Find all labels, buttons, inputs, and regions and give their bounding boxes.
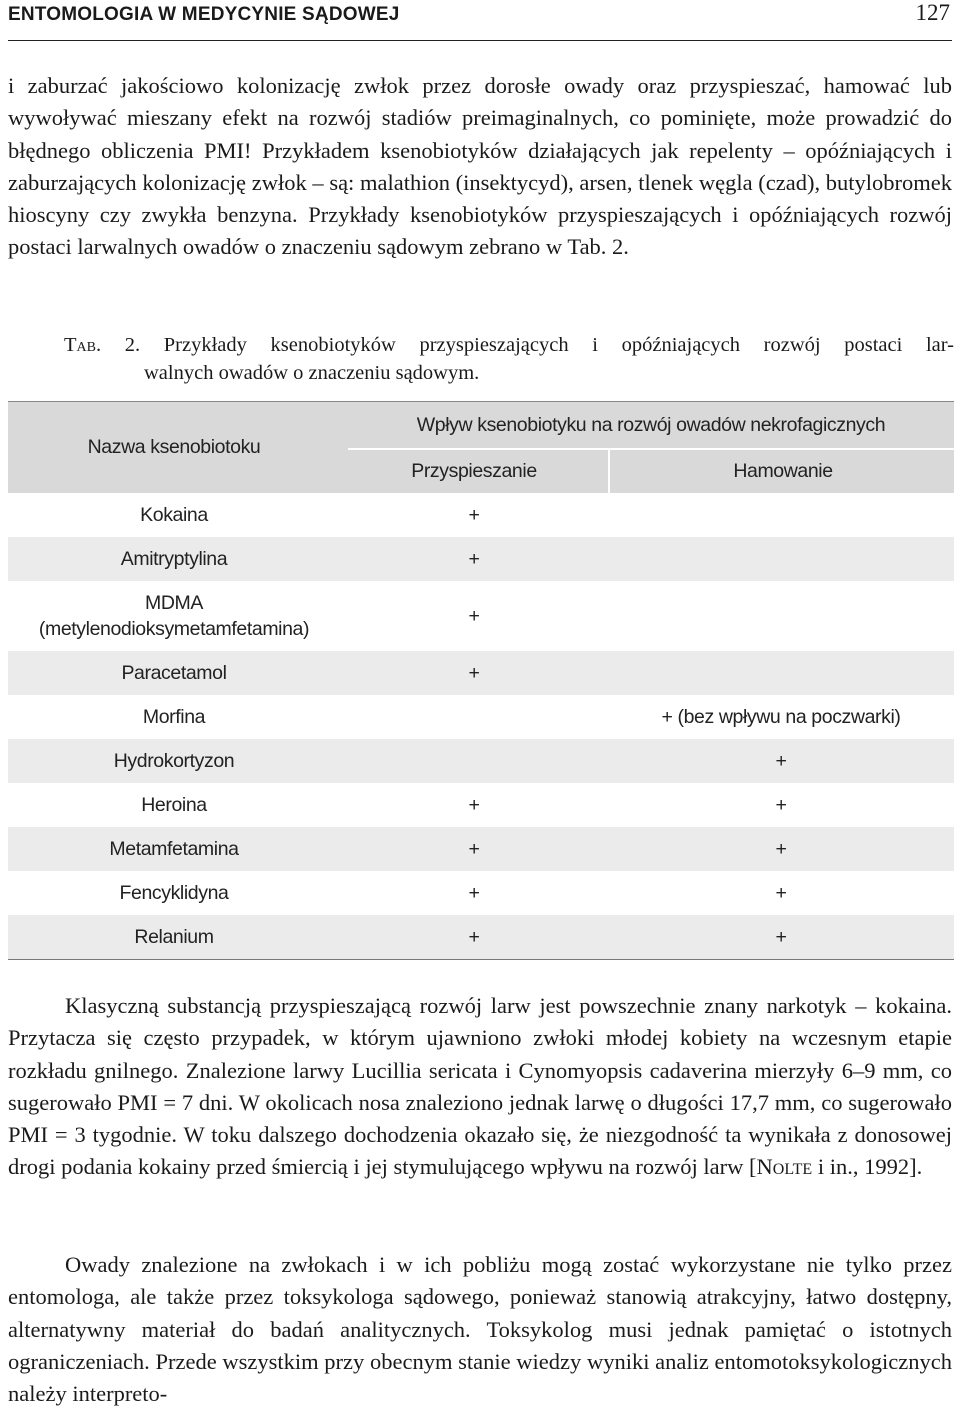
cell-name: Fencyklidyna <box>119 882 229 904</box>
header-inhibition: Hamowanie <box>608 450 956 493</box>
cell-inhibition: + <box>775 838 787 860</box>
cell-acceleration: + <box>468 882 480 904</box>
cell-acceleration: + <box>468 605 480 627</box>
cell-inhibition <box>608 493 954 537</box>
cell-inhibition <box>608 651 954 695</box>
cell-inhibition <box>608 537 954 581</box>
citation-author: Nolte <box>756 1154 813 1180</box>
cell-name: Amitryptylina <box>120 548 228 570</box>
cell-name: Heroina <box>141 794 207 816</box>
table-caption-text1: Przykłady ksenobiotyków przyspieszających i opóźniających rozwój postaci lar- <box>163 334 954 356</box>
table-caption-line2: walnych owadów o znaczeniu sądowym. <box>144 362 480 384</box>
cell-acceleration: + <box>468 504 480 526</box>
table-row <box>8 871 954 915</box>
page-number: 127 <box>915 0 950 25</box>
header-acceleration: Przyspieszanie <box>411 460 537 482</box>
cell-name: Hydrokortyzon <box>113 750 235 772</box>
table-header <box>8 401 954 493</box>
paragraph-cocaine <box>8 990 952 1184</box>
cell-acceleration <box>340 695 608 739</box>
cell-inhibition: + <box>775 926 787 948</box>
table-row <box>8 493 954 537</box>
cell-name: Kokaina <box>140 504 208 526</box>
cell-inhibition: + <box>775 750 787 772</box>
cell-inhibition: + <box>775 882 787 904</box>
cell-acceleration: + <box>468 838 480 860</box>
table-caption <box>64 331 954 387</box>
cell-inhibition <box>608 581 954 651</box>
table-row <box>8 827 954 871</box>
cell-acceleration: + <box>468 548 480 570</box>
table-caption-label: Tab. 2. <box>64 334 141 356</box>
table-row <box>8 695 954 739</box>
cell-acceleration <box>340 739 608 783</box>
header-group: Wpływ ksenobiotyku na rozwój owadów nekrofagicznych <box>416 413 886 436</box>
cell-inhibition: + (bez wpływu na poczwarki) <box>661 706 901 728</box>
cell-acceleration: + <box>468 662 480 684</box>
paragraph-toxicology: Owady znalezione na zwłokach i w ich pobliżu mogą zostać wykorzystane nie tylko przez entomologa, ale także przez toksykologa sądowego, ponieważ stanowią atrakcyjny, łatwo dostępny, alternatywny materiał do badań analitycznych. Toksykolog musi jednak pamiętać o istotnych ograniczeniach. Przede wszystkim przy obecnym stanie wiedzy wyniki analiz entomotoksykologicznych należy interpreto- <box>8 1252 952 1407</box>
running-head-title: ENTOMOLOGIA W MEDYCYNIE SĄDOWEJ <box>8 4 400 25</box>
table-row <box>8 537 954 581</box>
cell-acceleration: + <box>468 794 480 816</box>
paragraph-cocaine-text: Klasyczną substancją przyspieszającą rozwój larw jest powszechnie znany narkotyk – kokaina. Przytacza się często przypadek, w którym ujawniono zwłoki młodej kobiety na wczesnym etapie rozkładu gnilnego. Znalezione larwy Lucillia sericata i Cynomyopsis cadaverina mierzyły 6–9 mm, co sugerowało PMI = 7 dni. W okolicach nosa znaleziono jednak larwę o długości 17,7 mm, co sugerowało PMI = 3 tygodnie. W toku dalszego dochodzenia okazało się, że niezgodność ta wynikała z donosowej drogi podania kokainy przed śmiercią i jej stymulującego wpływu na rozwój larw [ <box>8 993 952 1180</box>
table-row <box>8 739 954 783</box>
cell-name: Morfina <box>142 706 206 728</box>
paragraph-intro: i zaburzać jakościowo kolonizację zwłok przez dorosłe owady oraz przyspieszać, hamować lub wywoływać mieszany efekt na rozwój stadiów preimaginalnych, co pominięte, może prowadzić do błędnego obliczenia PMI! Przykładem ksenobiotyków działających jak repelenty – opóźniających i zaburzających kolonizację zwłok – są: malathion (insektycyd), arsen, tlenek węgla (czad), butylobromek hioscyny czy zwykła benzyna. Przykłady ksenobiotyków przyspieszających i opóźniających rozwój postaci larwalnych owadów o znaczeniu sądowym zebrano w Tab. 2. <box>8 73 952 260</box>
table-row <box>8 915 954 959</box>
table-row <box>8 651 954 695</box>
header-name: Nazwa ksenobiotoku <box>87 436 261 458</box>
cell-name: MDMA (metylenodioksymetamfetamina) <box>38 592 310 640</box>
table-row <box>8 581 954 651</box>
cell-name: Paracetamol <box>121 662 227 684</box>
table-row <box>8 783 954 827</box>
cell-name: Relanium <box>134 926 214 948</box>
xenobiotics-table <box>8 401 954 960</box>
cell-acceleration: + <box>468 926 480 948</box>
cell-name: Metamfetamina <box>109 838 239 860</box>
cell-inhibition: + <box>775 794 787 816</box>
running-head <box>8 0 952 41</box>
table-caption-line1 <box>64 331 954 359</box>
citation-tail: i in., 1992]. <box>812 1154 923 1180</box>
table-body <box>8 493 954 960</box>
